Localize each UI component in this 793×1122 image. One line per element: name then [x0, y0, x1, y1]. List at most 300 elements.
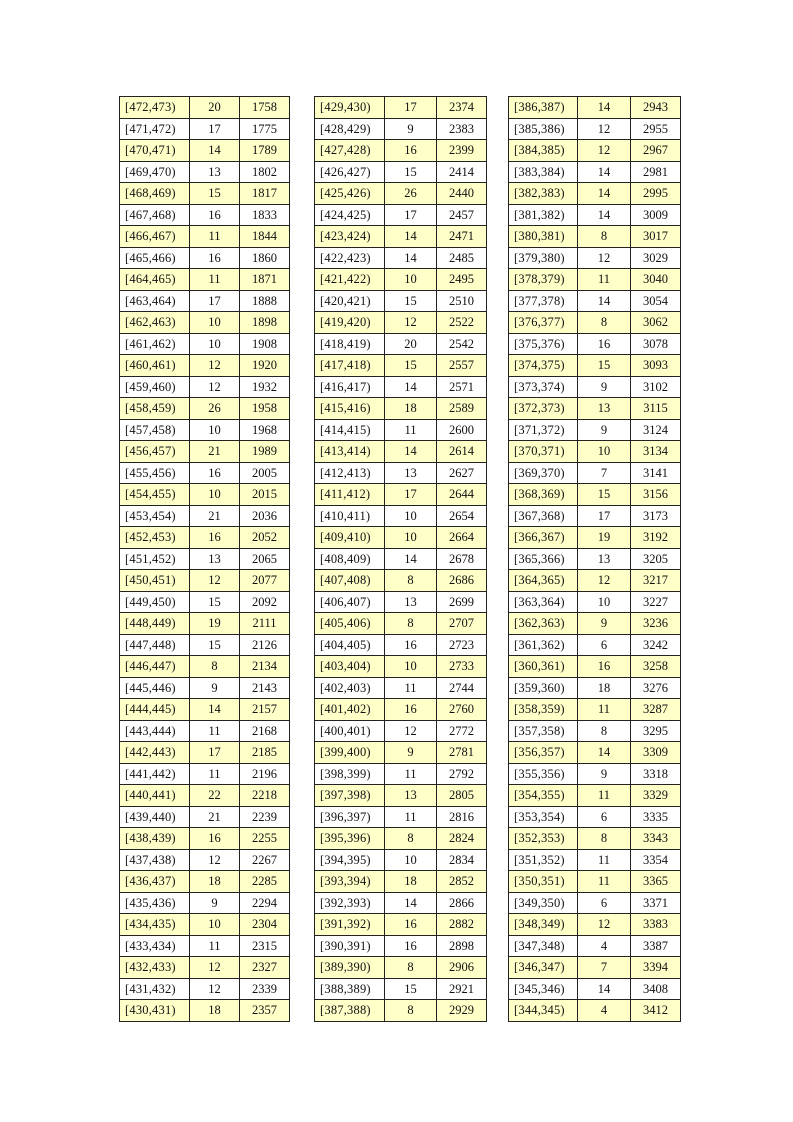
table-row — [315, 269, 487, 291]
table-row — [509, 333, 681, 355]
score-range-cell: [450,451) — [120, 570, 190, 592]
score-range-cell: [422,423) — [315, 247, 385, 269]
cumulative-cell: 2967 — [631, 140, 681, 162]
count-cell: 16 — [385, 634, 437, 656]
count-cell: 10 — [578, 591, 631, 613]
count-cell: 12 — [578, 118, 631, 140]
score-range-cell: [365,366) — [509, 548, 578, 570]
count-cell: 15 — [578, 484, 631, 506]
count-cell: 12 — [190, 849, 240, 871]
cumulative-cell: 3383 — [631, 914, 681, 936]
cumulative-cell: 1844 — [240, 226, 290, 248]
count-cell: 17 — [385, 204, 437, 226]
score-range-cell: [401,402) — [315, 699, 385, 721]
cumulative-cell: 2542 — [437, 333, 487, 355]
table-row — [120, 892, 290, 914]
count-cell: 8 — [385, 828, 437, 850]
count-cell: 15 — [385, 161, 437, 183]
cumulative-cell: 2678 — [437, 548, 487, 570]
count-cell: 11 — [190, 720, 240, 742]
table-row — [120, 376, 290, 398]
count-cell: 15 — [385, 355, 437, 377]
cumulative-cell: 1860 — [240, 247, 290, 269]
count-cell: 9 — [578, 613, 631, 635]
count-cell: 14 — [578, 204, 631, 226]
table-row — [120, 763, 290, 785]
count-cell: 18 — [190, 1000, 240, 1022]
cumulative-cell: 1888 — [240, 290, 290, 312]
count-cell: 14 — [578, 97, 631, 119]
table-row — [315, 118, 487, 140]
cumulative-cell: 2600 — [437, 419, 487, 441]
count-cell: 10 — [578, 441, 631, 463]
score-range-cell: [448,449) — [120, 613, 190, 635]
count-cell: 14 — [385, 247, 437, 269]
table-row — [315, 699, 487, 721]
table-row — [120, 333, 290, 355]
count-cell: 20 — [385, 333, 437, 355]
cumulative-cell: 3371 — [631, 892, 681, 914]
count-cell: 16 — [385, 935, 437, 957]
cumulative-cell: 2995 — [631, 183, 681, 205]
table-row — [120, 914, 290, 936]
score-range-cell: [472,473) — [120, 97, 190, 119]
table-row — [315, 570, 487, 592]
score-range-cell: [346,347) — [509, 957, 578, 979]
cumulative-cell: 3242 — [631, 634, 681, 656]
score-range-cell: [432,433) — [120, 957, 190, 979]
count-cell: 14 — [578, 183, 631, 205]
cumulative-cell: 2686 — [437, 570, 487, 592]
score-range-cell: [377,378) — [509, 290, 578, 312]
score-range-cell: [442,443) — [120, 742, 190, 764]
score-range-cell: [460,461) — [120, 355, 190, 377]
table-row — [509, 892, 681, 914]
count-cell: 9 — [578, 763, 631, 785]
table-row — [509, 226, 681, 248]
cumulative-cell: 2510 — [437, 290, 487, 312]
cumulative-cell: 3408 — [631, 978, 681, 1000]
score-range-cell: [344,345) — [509, 1000, 578, 1022]
table-row — [120, 720, 290, 742]
cumulative-cell: 2522 — [437, 312, 487, 334]
score-range-cell: [415,416) — [315, 398, 385, 420]
count-cell: 7 — [578, 462, 631, 484]
count-cell: 14 — [190, 699, 240, 721]
count-cell: 17 — [190, 118, 240, 140]
score-range-cell: [405,406) — [315, 613, 385, 635]
cumulative-cell: 2644 — [437, 484, 487, 506]
count-cell: 13 — [190, 548, 240, 570]
table-row — [509, 462, 681, 484]
score-range-cell: [356,357) — [509, 742, 578, 764]
table-row — [315, 978, 487, 1000]
count-cell: 11 — [578, 269, 631, 291]
table-row — [120, 419, 290, 441]
table-row — [315, 763, 487, 785]
count-cell: 16 — [385, 140, 437, 162]
score-range-cell: [440,441) — [120, 785, 190, 807]
count-cell: 14 — [385, 548, 437, 570]
count-cell: 13 — [578, 398, 631, 420]
table-row — [120, 978, 290, 1000]
score-range-cell: [418,419) — [315, 333, 385, 355]
table-row — [315, 892, 487, 914]
cumulative-cell: 2495 — [437, 269, 487, 291]
score-range-cell: [347,348) — [509, 935, 578, 957]
score-range-cell: [389,390) — [315, 957, 385, 979]
cumulative-cell: 2471 — [437, 226, 487, 248]
cumulative-cell: 2772 — [437, 720, 487, 742]
count-cell: 20 — [190, 97, 240, 119]
cumulative-cell: 3173 — [631, 505, 681, 527]
score-range-cell: [453,454) — [120, 505, 190, 527]
score-range-cell: [390,391) — [315, 935, 385, 957]
cumulative-cell: 1898 — [240, 312, 290, 334]
count-cell: 15 — [190, 634, 240, 656]
table-row — [315, 1000, 487, 1022]
score-range-cell: [395,396) — [315, 828, 385, 850]
table-row — [120, 849, 290, 871]
table-row — [315, 505, 487, 527]
score-range-cell: [419,420) — [315, 312, 385, 334]
score-range-cell: [426,427) — [315, 161, 385, 183]
cumulative-cell: 3276 — [631, 677, 681, 699]
score-range-cell: [435,436) — [120, 892, 190, 914]
cumulative-cell: 3365 — [631, 871, 681, 893]
score-range-cell: [404,405) — [315, 634, 385, 656]
table-row — [120, 871, 290, 893]
count-cell: 11 — [578, 785, 631, 807]
table-row — [120, 634, 290, 656]
count-cell: 8 — [578, 828, 631, 850]
score-range-cell: [373,374) — [509, 376, 578, 398]
table-row — [315, 935, 487, 957]
count-cell: 10 — [385, 269, 437, 291]
score-range-cell: [393,394) — [315, 871, 385, 893]
cumulative-cell: 1758 — [240, 97, 290, 119]
cumulative-cell: 3115 — [631, 398, 681, 420]
score-range-cell: [429,430) — [315, 97, 385, 119]
table-row — [509, 505, 681, 527]
cumulative-cell: 3017 — [631, 226, 681, 248]
cumulative-cell: 3124 — [631, 419, 681, 441]
cumulative-cell: 2052 — [240, 527, 290, 549]
score-range-cell: [397,398) — [315, 785, 385, 807]
score-range-cell: [391,392) — [315, 914, 385, 936]
cumulative-cell: 3102 — [631, 376, 681, 398]
cumulative-cell: 3295 — [631, 720, 681, 742]
table-row — [315, 806, 487, 828]
count-cell: 6 — [578, 892, 631, 914]
count-cell: 12 — [190, 355, 240, 377]
cumulative-cell: 2589 — [437, 398, 487, 420]
score-range-cell: [458,459) — [120, 398, 190, 420]
score-range-cell: [456,457) — [120, 441, 190, 463]
table-row — [509, 806, 681, 828]
score-range-cell: [399,400) — [315, 742, 385, 764]
score-range-cell: [374,375) — [509, 355, 578, 377]
table-row — [509, 849, 681, 871]
table-row — [120, 462, 290, 484]
score-range-cell: [433,434) — [120, 935, 190, 957]
count-cell: 15 — [385, 290, 437, 312]
cumulative-cell: 2852 — [437, 871, 487, 893]
table-row — [120, 742, 290, 764]
table-row — [315, 290, 487, 312]
score-range-cell: [412,413) — [315, 462, 385, 484]
table-row — [120, 699, 290, 721]
count-cell: 10 — [385, 527, 437, 549]
score-range-cell: [414,415) — [315, 419, 385, 441]
table-row — [509, 140, 681, 162]
count-cell: 12 — [578, 247, 631, 269]
table-row — [315, 333, 487, 355]
cumulative-cell: 2327 — [240, 957, 290, 979]
score-range-cell: [392,393) — [315, 892, 385, 914]
cumulative-cell: 2834 — [437, 849, 487, 871]
count-cell: 13 — [385, 785, 437, 807]
count-cell: 8 — [385, 957, 437, 979]
table-row — [509, 634, 681, 656]
cumulative-cell: 2414 — [437, 161, 487, 183]
cumulative-cell: 3335 — [631, 806, 681, 828]
cumulative-cell: 2134 — [240, 656, 290, 678]
score-range-cell: [409,410) — [315, 527, 385, 549]
count-cell: 16 — [578, 656, 631, 678]
score-range-cell: [407,408) — [315, 570, 385, 592]
count-cell: 12 — [190, 376, 240, 398]
score-range-cell: [413,414) — [315, 441, 385, 463]
count-cell: 8 — [385, 570, 437, 592]
cumulative-cell: 1989 — [240, 441, 290, 463]
count-cell: 18 — [190, 871, 240, 893]
table-row — [315, 634, 487, 656]
table-row — [120, 570, 290, 592]
cumulative-cell: 2707 — [437, 613, 487, 635]
table-row — [120, 828, 290, 850]
table-row — [509, 763, 681, 785]
table-row — [509, 785, 681, 807]
cumulative-cell: 3054 — [631, 290, 681, 312]
score-range-cell: [428,429) — [315, 118, 385, 140]
table-row — [509, 269, 681, 291]
cumulative-cell: 3236 — [631, 613, 681, 635]
table-row — [509, 161, 681, 183]
table-row — [315, 484, 487, 506]
table-row — [120, 957, 290, 979]
table-row — [315, 613, 487, 635]
score-range-cell: [469,470) — [120, 161, 190, 183]
score-range-cell: [394,395) — [315, 849, 385, 871]
count-cell: 15 — [385, 978, 437, 1000]
count-cell: 10 — [385, 849, 437, 871]
score-range-cell: [388,389) — [315, 978, 385, 1000]
count-cell: 8 — [578, 720, 631, 742]
count-cell: 18 — [578, 677, 631, 699]
score-range-cell: [411,412) — [315, 484, 385, 506]
count-cell: 16 — [385, 699, 437, 721]
count-cell: 8 — [190, 656, 240, 678]
table-row — [120, 548, 290, 570]
count-cell: 8 — [385, 1000, 437, 1022]
table-row — [120, 656, 290, 678]
cumulative-cell: 2760 — [437, 699, 487, 721]
table-row — [315, 355, 487, 377]
count-cell: 11 — [578, 849, 631, 871]
score-range-cell: [382,383) — [509, 183, 578, 205]
count-cell: 16 — [385, 914, 437, 936]
count-cell: 11 — [385, 763, 437, 785]
score-range-cell: [425,426) — [315, 183, 385, 205]
score-range-cell: [410,411) — [315, 505, 385, 527]
table-row — [120, 527, 290, 549]
table-row — [509, 1000, 681, 1022]
cumulative-cell: 1775 — [240, 118, 290, 140]
table-row — [509, 548, 681, 570]
cumulative-cell: 2255 — [240, 828, 290, 850]
score-range-cell: [379,380) — [509, 247, 578, 269]
cumulative-cell: 1932 — [240, 376, 290, 398]
score-range-cell: [362,363) — [509, 613, 578, 635]
count-cell: 18 — [385, 871, 437, 893]
count-cell: 10 — [385, 505, 437, 527]
cumulative-cell: 2304 — [240, 914, 290, 936]
table-row — [509, 419, 681, 441]
score-range-cell: [444,445) — [120, 699, 190, 721]
cumulative-cell: 2898 — [437, 935, 487, 957]
cumulative-cell: 2955 — [631, 118, 681, 140]
cumulative-cell: 2866 — [437, 892, 487, 914]
cumulative-cell: 2627 — [437, 462, 487, 484]
count-cell: 14 — [578, 290, 631, 312]
table-row — [120, 484, 290, 506]
count-cell: 6 — [578, 634, 631, 656]
score-range-cell: [384,385) — [509, 140, 578, 162]
count-cell: 14 — [578, 742, 631, 764]
table-row — [509, 570, 681, 592]
cumulative-cell: 2185 — [240, 742, 290, 764]
table-row — [315, 914, 487, 936]
count-cell: 13 — [385, 591, 437, 613]
table-row — [120, 398, 290, 420]
cumulative-cell: 2664 — [437, 527, 487, 549]
table-row — [509, 97, 681, 119]
cumulative-cell: 3192 — [631, 527, 681, 549]
cumulative-cell: 3318 — [631, 763, 681, 785]
score-range-cell: [439,440) — [120, 806, 190, 828]
score-range-cell: [431,432) — [120, 978, 190, 1000]
score-range-cell: [376,377) — [509, 312, 578, 334]
score-range-cell: [386,387) — [509, 97, 578, 119]
count-cell: 26 — [190, 398, 240, 420]
count-cell: 12 — [385, 312, 437, 334]
cumulative-cell: 2781 — [437, 742, 487, 764]
count-cell: 17 — [190, 290, 240, 312]
table-row — [315, 140, 487, 162]
count-cell: 19 — [578, 527, 631, 549]
cumulative-cell: 3394 — [631, 957, 681, 979]
count-cell: 6 — [578, 806, 631, 828]
table-row — [315, 677, 487, 699]
cumulative-cell: 2267 — [240, 849, 290, 871]
table-row — [315, 376, 487, 398]
table-row — [509, 441, 681, 463]
cumulative-cell: 3093 — [631, 355, 681, 377]
table-row — [315, 247, 487, 269]
count-cell: 19 — [190, 613, 240, 635]
score-range-cell: [468,469) — [120, 183, 190, 205]
count-cell: 12 — [578, 914, 631, 936]
score-range-cell: [378,379) — [509, 269, 578, 291]
table-row — [509, 527, 681, 549]
cumulative-cell: 1920 — [240, 355, 290, 377]
count-cell: 11 — [190, 935, 240, 957]
score-range-cell: [345,346) — [509, 978, 578, 1000]
cumulative-cell: 2943 — [631, 97, 681, 119]
score-range-cell: [423,424) — [315, 226, 385, 248]
score-range-cell: [416,417) — [315, 376, 385, 398]
score-range-cell: [359,360) — [509, 677, 578, 699]
count-cell: 4 — [578, 1000, 631, 1022]
table-row — [509, 656, 681, 678]
count-cell: 12 — [190, 570, 240, 592]
cumulative-cell: 2168 — [240, 720, 290, 742]
cumulative-cell: 2218 — [240, 785, 290, 807]
cumulative-cell: 3078 — [631, 333, 681, 355]
count-cell: 12 — [578, 140, 631, 162]
cumulative-cell: 1789 — [240, 140, 290, 162]
score-table-2-body — [315, 97, 487, 1022]
table-row — [315, 204, 487, 226]
cumulative-cell: 2294 — [240, 892, 290, 914]
score-table-3 — [508, 96, 681, 1022]
table-row — [315, 441, 487, 463]
count-cell: 14 — [578, 978, 631, 1000]
table-row — [120, 1000, 290, 1022]
table-row — [315, 957, 487, 979]
score-range-cell: [385,386) — [509, 118, 578, 140]
table-row — [509, 935, 681, 957]
cumulative-cell: 2485 — [437, 247, 487, 269]
count-cell: 9 — [190, 677, 240, 699]
score-range-cell: [447,448) — [120, 634, 190, 656]
score-range-cell: [360,361) — [509, 656, 578, 678]
cumulative-cell: 2921 — [437, 978, 487, 1000]
score-range-cell: [406,407) — [315, 591, 385, 613]
cumulative-cell: 3205 — [631, 548, 681, 570]
table-row — [509, 355, 681, 377]
count-cell: 16 — [190, 247, 240, 269]
cumulative-cell: 3258 — [631, 656, 681, 678]
cumulative-cell: 1871 — [240, 269, 290, 291]
score-range-cell: [387,388) — [315, 1000, 385, 1022]
table-row — [315, 97, 487, 119]
cumulative-cell: 3062 — [631, 312, 681, 334]
score-range-cell: [348,349) — [509, 914, 578, 936]
count-cell: 10 — [190, 914, 240, 936]
score-range-cell: [461,462) — [120, 333, 190, 355]
count-cell: 11 — [385, 419, 437, 441]
table-row — [120, 355, 290, 377]
score-range-cell: [451,452) — [120, 548, 190, 570]
cumulative-cell: 2614 — [437, 441, 487, 463]
score-range-cell: [402,403) — [315, 677, 385, 699]
table-row — [315, 312, 487, 334]
table-row — [315, 828, 487, 850]
score-range-cell: [375,376) — [509, 333, 578, 355]
count-cell: 15 — [190, 591, 240, 613]
